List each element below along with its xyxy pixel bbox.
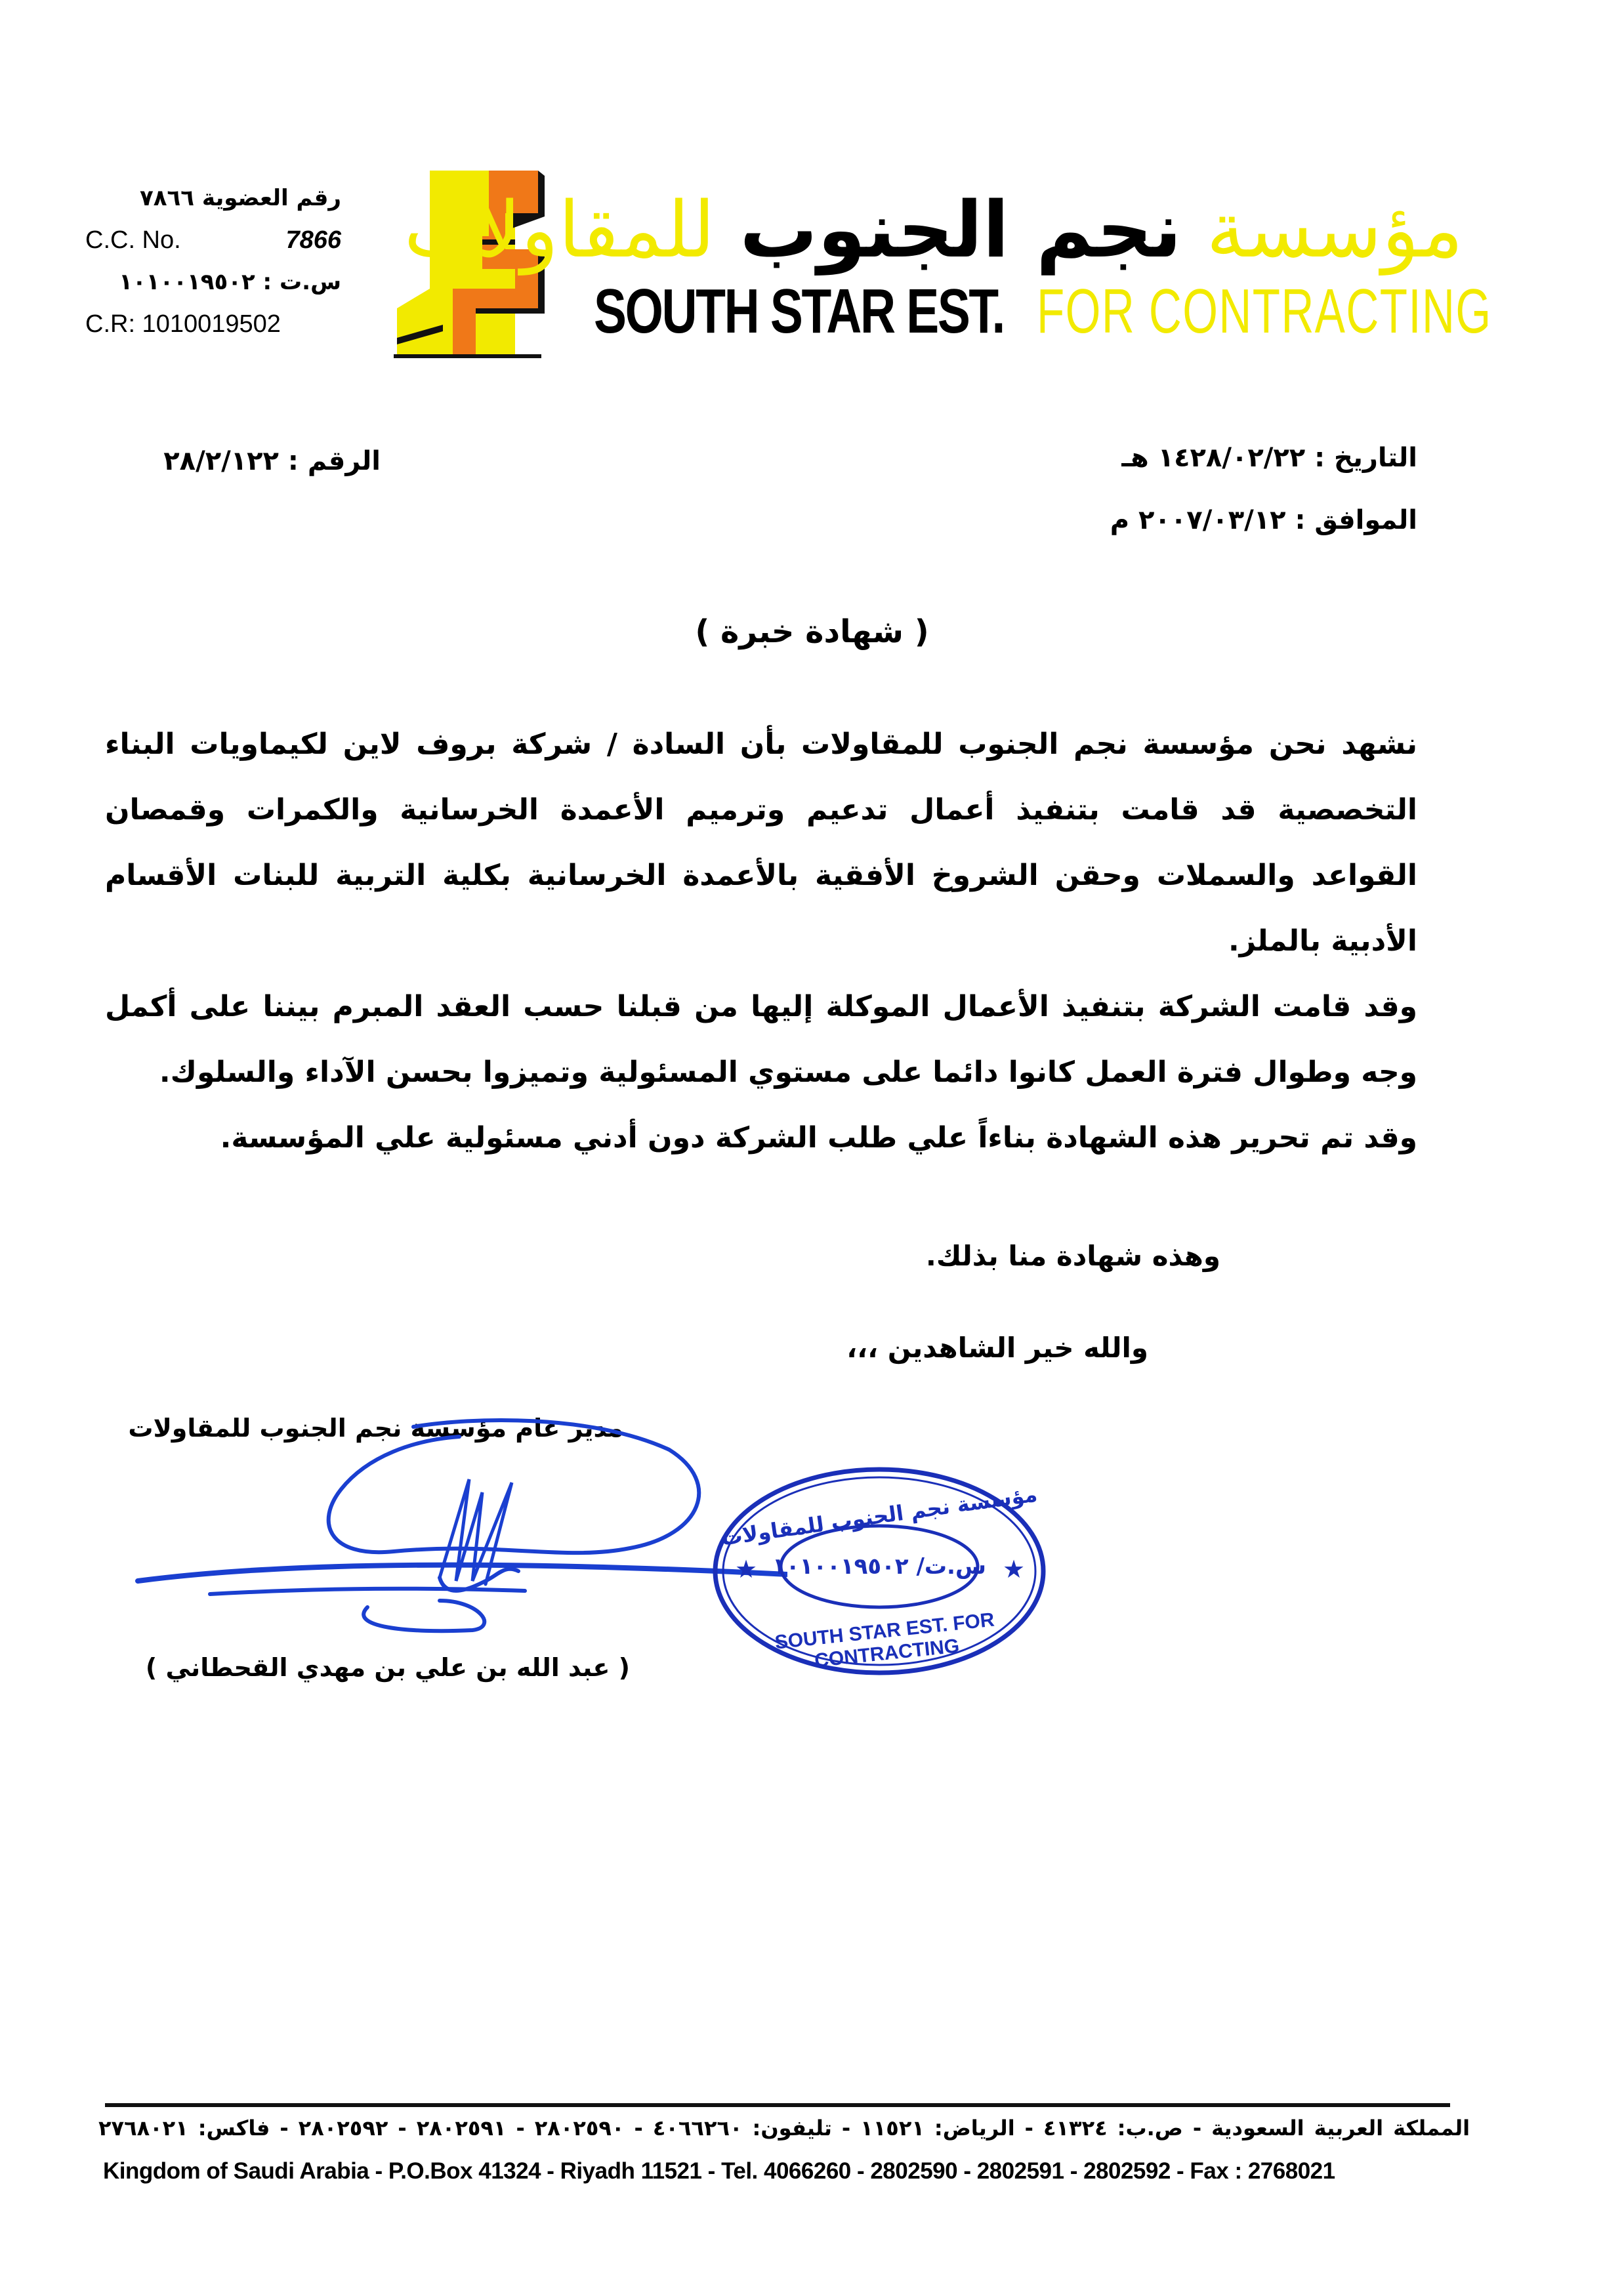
brand-name-arabic bbox=[404, 184, 1463, 276]
document-title: ( شهادة خبرة ) bbox=[695, 613, 929, 650]
stamp-outer-text-english: SOUTH STAR EST. FOR CONTRACTING bbox=[774, 1609, 996, 1672]
footer-address-english: Kingdom of Saudi Arabia - P.O.Box 41324 - Riyadh 11521 - Tel. 4066260 - 2802590 - 2802591 - 2802592 - Fax : 2768021 bbox=[103, 2158, 1335, 2184]
brand-ar-part3: للمقاولات bbox=[404, 184, 715, 275]
signer-name: ( عبد الله بن علي بن مهدي القحطاني ) bbox=[145, 1653, 630, 1682]
brand-ar-part2: نجم الجنوب bbox=[739, 184, 1182, 275]
closing-oath: والله خير الشاهدين ،،، bbox=[846, 1332, 1148, 1364]
certificate-body bbox=[105, 712, 1417, 1171]
cc-label: C.C. No. bbox=[85, 226, 181, 254]
membership-number: رقم العضوية ٧٨٦٦ bbox=[139, 185, 341, 211]
signer-title: مدير عام مؤسسة نجم الجنوب للمقاولات bbox=[128, 1414, 623, 1443]
body-paragraph-3: وقد تم تحرير هذه الشهادة بناءاً علي طلب الشركة دون أدني مسئولية علي المؤسسة. bbox=[220, 1121, 1417, 1155]
star-icon: ★ bbox=[1003, 1555, 1026, 1584]
stamp-outer-text-arabic: مؤسسة نجم الجنوب للمقاولات bbox=[719, 1481, 1039, 1551]
logo-baseline bbox=[394, 354, 541, 358]
cc-value: 7866 bbox=[285, 226, 341, 254]
footer-divider bbox=[105, 2103, 1450, 2107]
footer-address-arabic: المملكة العربية السعودية - ص.ب: ٤١٣٢٤ - الرياض: ١١٥٢١ - تليفون: ٤٠٦٦٢٦٠ - ٢٨٠٢٥٩٠ - ٢٨٠٢٥٩١ - ٢٨٠٢٥٩٢ - فاكس: ٢٧٦٨٠٢١ bbox=[98, 2116, 1470, 2141]
brand-name-english bbox=[594, 276, 1492, 348]
star-icon: ★ bbox=[735, 1555, 758, 1584]
cr-number-english: C.R: 1010019502 bbox=[85, 310, 281, 338]
date-hijri: التاريخ : ١٤٢٨/٠٢/٢٢ هـ bbox=[1121, 443, 1417, 473]
stamp-inner-cr: س.ت/ ١٠١٠٠١٩٥٠٢ bbox=[772, 1553, 986, 1580]
date-gregorian: الموافق : ٢٠٠٧/٠٣/١٢ م bbox=[1110, 505, 1417, 535]
body-paragraph-2: وقد قامت الشركة بتنفيذ الأعمال الموكلة إليها من قبلنا حسب العقد المبرم بيننا على أكمل وجه وطوال فترة العمل كانوا دائما على مستوي المسئولية وتميزوا بحسن الآداء والسلوك. bbox=[105, 990, 1417, 1089]
company-stamp bbox=[709, 1463, 1050, 1679]
closing-statement: وهذه شهادة منا بذلك. bbox=[925, 1240, 1220, 1272]
body-paragraph-1: نشهد نحن مؤسسة نجم الجنوب للمقاولات بأن السادة / شركة بروف لاين لكيماويات البناء التخصصية قد قامت بتنفيذ أعمال تدعيم وترميم الأعمدة الخرسانية والكمرات وقمصان القواعد والسملات وحقن الشروخ الأفقية بالأعمدة الخرسانية بكلية التربية للبنات الأقسام الأدبية بالملز. bbox=[105, 728, 1417, 958]
brand-en-part2: FOR CONTRACTING bbox=[1036, 276, 1492, 346]
cr-number-arabic: س.ت : ١٠١٠٠١٩٥٠٢ bbox=[119, 269, 341, 295]
brand-ar-part1: مؤسسة bbox=[1206, 184, 1463, 275]
handwritten-signature-icon bbox=[131, 1410, 787, 1660]
brand-en-part1: SOUTH STAR EST. bbox=[594, 276, 1004, 346]
cc-number bbox=[85, 219, 341, 261]
reference-number: الرقم : ٢٨/٢/١٢٢ bbox=[163, 446, 381, 476]
registration-info bbox=[85, 177, 341, 345]
